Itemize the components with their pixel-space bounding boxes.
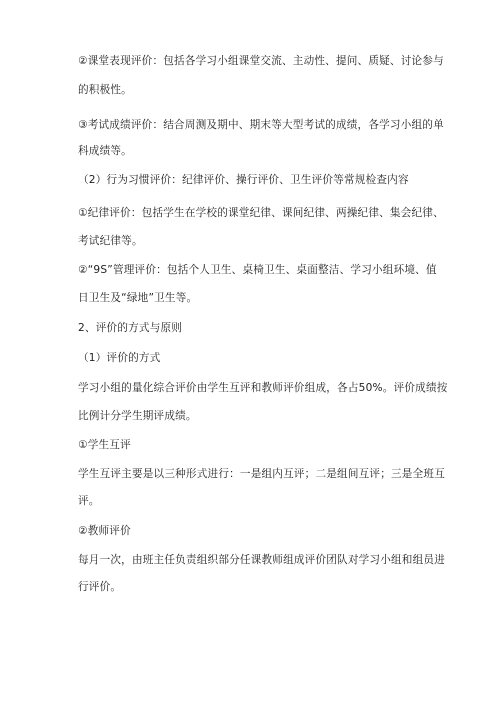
- text-line: 科成绩等。: [78, 145, 132, 157]
- text-line: 学生互评主要是以三种形式进行：一是组内互评；二是组间互评；三是全班互: [78, 468, 445, 480]
- section-heading: （2）行为习惯评价：纪律评价、操行评价、卫生评价等常规检查内容: [78, 174, 409, 186]
- subsection-heading: （1）评价的方式: [78, 352, 161, 364]
- text-line: ②“9S”管理评价：包括个人卫生、桌椅卫生、桌面整洁、学习小组环境、值: [78, 264, 437, 276]
- text-line: ①纪律评价：包括学生在学校的课堂纪律、课间纪律、两操纪律、集会纪律、: [78, 207, 444, 219]
- text-line: 每月一次，由班主任负责组织部分任课教师组成评价团队对学习小组和组员进: [78, 554, 445, 566]
- text-line: 学习小组的量化综合评价由学生互评和教师评价组成，各占50%。评价成绩按: [78, 382, 448, 394]
- text-line: 日卫生及“绿地”卫生等。: [78, 292, 198, 304]
- text-line: 的积极性。: [78, 84, 132, 96]
- text-line: 考试纪律等。: [78, 235, 143, 247]
- section-heading: 2、评价的方式与原则: [78, 322, 183, 334]
- text-line: ②课堂表现评价：包括各学习小组课堂交流、主动性、提问、质疑、讨论参与: [78, 55, 444, 67]
- item-heading: ②教师评价: [78, 525, 131, 537]
- text-line: ③考试成绩评价：结合周测及期中、期末等大型考试的成绩，各学习小组的单: [78, 119, 444, 131]
- item-heading: ①学生互评: [78, 439, 131, 451]
- text-line: 评。: [78, 495, 100, 507]
- text-line: 行评价。: [78, 581, 122, 593]
- text-line: 比例计分学生期评成绩。: [78, 410, 197, 422]
